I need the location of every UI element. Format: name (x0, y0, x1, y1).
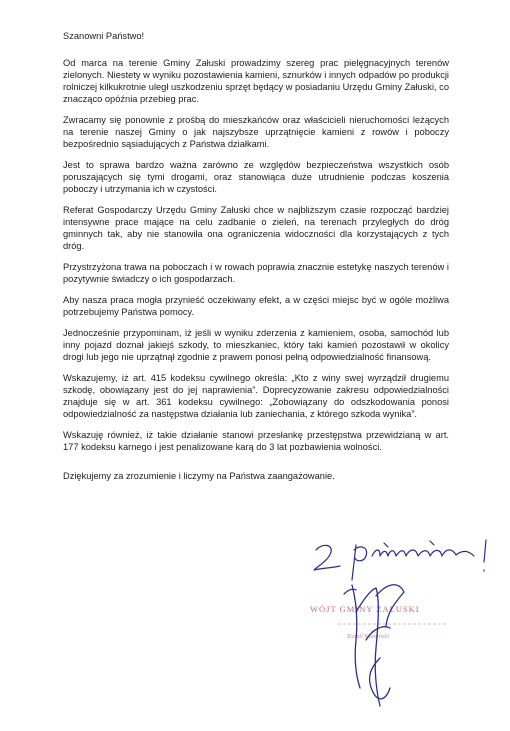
paragraph-5: Przystrzyżona trawa na poboczach i w rowach poprawia znacznie estetykę naszych terenów i pozytywnie świadczy o ich gospodarzach. (63, 262, 449, 284)
greeting: Szanowni Państwo! (63, 31, 145, 41)
paragraph-9: Wskazuję również, iż takie działanie stanowi przesłankę przestępstwa przewidzianą w art. 177 kodeksu karnego i jest penalizowane karą do 3 lat pozbawienia wolności. (63, 430, 449, 452)
letter-body (63, 30, 449, 491)
paragraph-1: Od marca na terenie Gminy Załuski prowadzimy szereg prac pielęgnacyjnych terenów zielonych. Niestety w wyniku pozostawienia kamieni, sznurków i innych odpadów po produkcji rolniczej kilkukrotnie uległ uszkodzeniu sprzęt będący w posiadaniu Urzędu Gminy Załuski, co znacząco opóźnia przebieg prac. (63, 58, 450, 104)
closing-line: Dziękujemy za zrozumienie i liczymy na Państwa zaangażowanie. (63, 471, 335, 481)
paragraph-3: Jest to sprawa bardzo ważna zarówno ze względów bezpieczeństwa wszystkich osób poruszających się tymi drogami, oraz stanowiąca duże utrudnienie podczas koszenia poboczy i utrzymania ich w czystości. (63, 160, 449, 194)
stamp-name: Kamil Kamiński (347, 633, 390, 640)
paragraph-6: Aby nasza praca mogła przynieść oczekiwany efekt, a w części miejsc być w ogóle możliwa potrzebujemy Państwa pomocy. (63, 295, 449, 317)
stamp-title: WÓJT GMINY ZAŁUSKI (310, 604, 420, 614)
paragraph-4: Referat Gospodarczy Urzędu Gminy Załuski chce w najbliższym czasie rozpocząć bardziej intensywne prace mające na celu zadbanie o zieleń, na terenach przyległych do dróg gminnych tak, aby nie stanowiła ona ograniczenia widoczności dla korzystających z tych dróg. (63, 205, 449, 251)
stamp-subtitle-line (338, 622, 448, 626)
paragraph-7: Jednocześnie przypominam, iż jeśli w wyniku zderzenia z kamieniem, osoba, samochód lub inny pojazd doznał jakiejś szkody, to mieszkaniec, który taki kamień pozostawił w okolicy drogi lub jego nie uprzątnął zgodnie z prawem ponosi pełną odpowiedzialność finansową. (63, 328, 449, 362)
paragraph-2: Zwracamy się ponownie z prośbą do mieszkańców oraz właścicieli nieruchomości leżących na terenie naszej Gminy o jak najszybsze uprzątnięcie kamieni z rowów i poboczy bezpośrednio sąsiadujących z Państwa działkami. (63, 115, 449, 149)
paragraph-8: Wskazujemy, iż art. 415 kodeksu cywilnego określa: „Kto z winy swej wyrządził drugiemu szkodę, obowiązany jest do jej naprawienia”. Doprecyzowanie zakresu odpowiedzialności znajduje się w art. 361 kodeksu cywilnego: „Zobowiązany do odszkodowania ponosi odpowiedzialność za następstwa działania lub zaniechania, z którego szkoda wynika”. (63, 373, 449, 419)
